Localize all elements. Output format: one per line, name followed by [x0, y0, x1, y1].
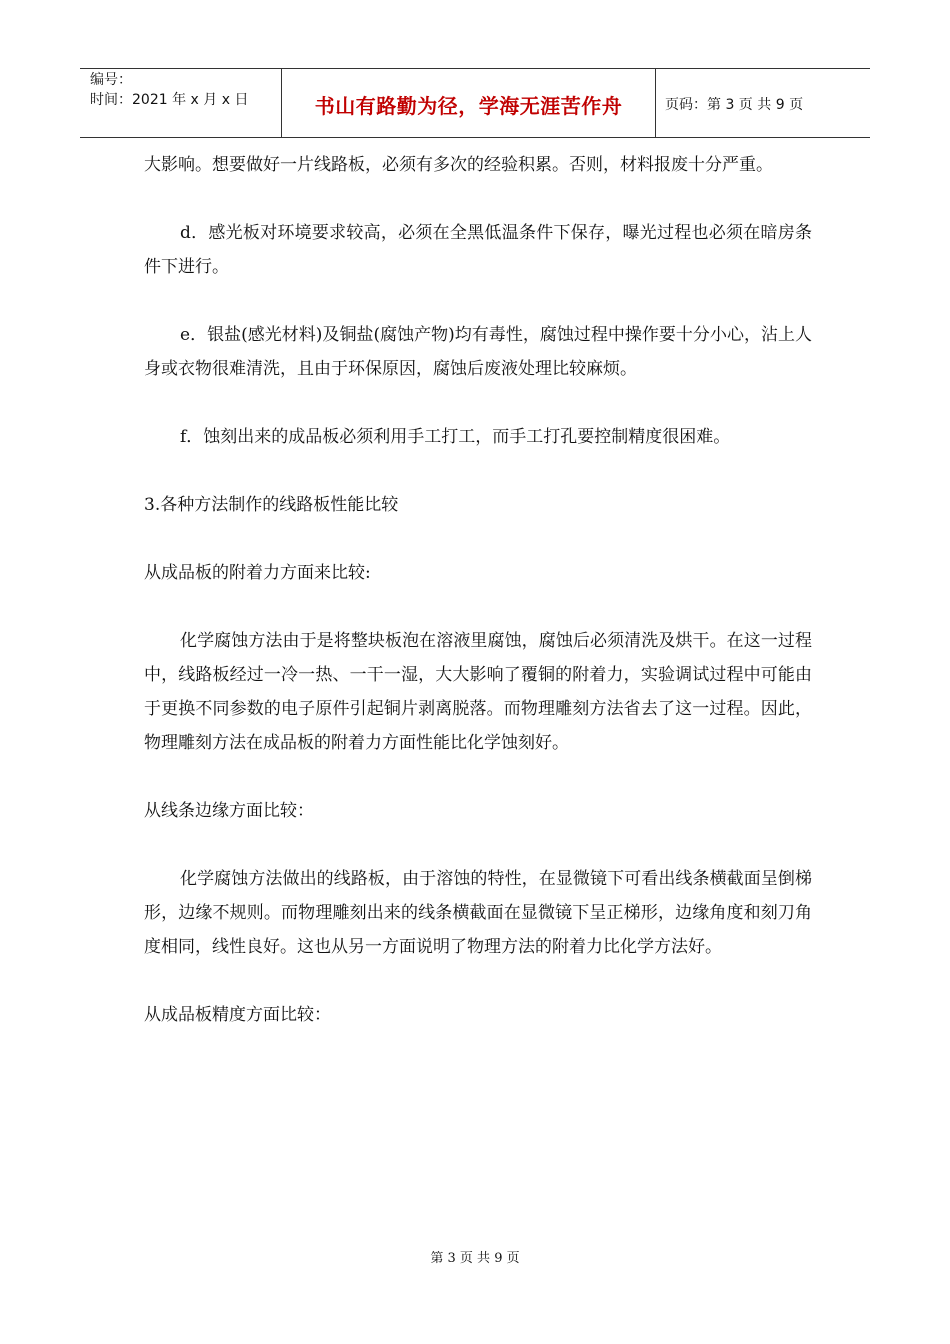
document-body — [144, 148, 812, 1032]
paragraph-item-d: d．感光板对环境要求较高，必须在全黑低温条件下保存，曝光过程也必须在暗房条件下进行。 — [144, 223, 812, 277]
header-meta — [80, 69, 282, 137]
section-heading-3: 3.各种方法制作的线路板性能比较 — [144, 495, 399, 515]
paragraph-continued: 大影响。想要做好一片线路板，必须有多次的经验积累。否则，材料报废十分严重。 — [144, 155, 773, 175]
paragraph-line-edge: 化学腐蚀方法做出的线路板，由于溶蚀的特性，在显微镜下可看出线条横截面呈倒梯形，边缘不规则。而物理雕刻出来的线条横截面在显微镜下呈正梯形，边缘角度和刻刀角度相同，线性良好。这也从另一方面说明了物理方法的附着力比化学方法好。 — [144, 869, 812, 957]
subheading-precision: 从成品板精度方面比较： — [144, 1005, 331, 1025]
paragraph-item-e: e．银盐(感光材料)及铜盐(腐蚀产物)均有毒性，腐蚀过程中操作要十分小心，沾上人身或衣物很难清洗，且由于环保原因，腐蚀后废液处理比较麻烦。 — [144, 325, 812, 379]
document-number-label: 编号： — [90, 72, 132, 88]
header-motto: 书山有路勤为径，学海无涯苦作舟 — [282, 69, 656, 137]
header-page-info: 页码：第 3 页 共 9 页 — [665, 97, 804, 113]
paragraph-adhesion: 化学腐蚀方法由于是将整块板泡在溶液里腐蚀，腐蚀后必须清洗及烘干。在这一过程中，线路板经过一冷一热、一干一湿，大大影响了覆铜的附着力，实验调试过程中可能由于更换不同参数的电子原件引起铜片剥离脱落。而物理雕刻方法省去了这一过程。因此，物理雕刻方法在成品板的附着力方面性能比化学蚀刻好。 — [144, 631, 812, 753]
page-footer: 第 3 页 共 9 页 — [430, 1251, 520, 1266]
subheading-line-edge: 从线条边缘方面比较： — [144, 801, 314, 821]
document-date: 时间：2021 年 x 月 x 日 — [90, 92, 249, 108]
page-header — [80, 68, 870, 138]
paragraph-item-f: f．蚀刻出来的成品板必须利用手工打工，而手工打孔要控制精度很困难。 — [180, 427, 731, 447]
subheading-adhesion: 从成品板的附着力方面来比较: — [144, 563, 371, 583]
